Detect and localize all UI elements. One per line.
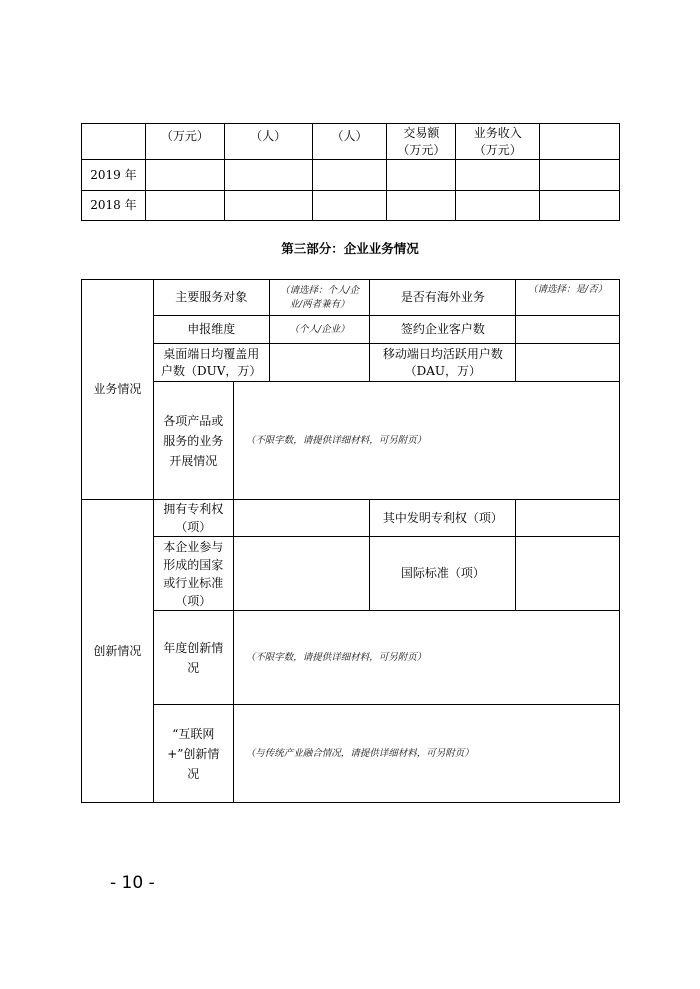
input-cell[interactable] — [387, 160, 456, 191]
input-cell[interactable] — [456, 160, 540, 191]
row-label: 2018 年 — [82, 191, 146, 221]
business-info-table — [81, 279, 620, 803]
products-field[interactable] — [233, 382, 619, 500]
products-text: 各项产品或服务的业务开展情况 — [163, 413, 224, 468]
input-cell[interactable] — [540, 160, 620, 191]
enterprise-clients-field[interactable] — [516, 316, 620, 344]
header-cell — [312, 124, 387, 160]
header-cell — [387, 124, 456, 160]
service-target-label: 主要服务对象 — [153, 280, 269, 316]
input-cell[interactable] — [312, 160, 387, 191]
standards-label — [153, 537, 233, 611]
header-text: 交易额 （万元） — [397, 125, 446, 157]
internet-plus-hint: （与传统产业融合情况，请提供详细材料，可另附页） — [245, 747, 474, 759]
input-cell[interactable] — [145, 191, 224, 221]
products-hint: （不限字数，请提供详细材料，可另附页） — [245, 434, 427, 446]
products-label — [153, 382, 233, 500]
service-target-field[interactable] — [269, 280, 370, 316]
table-row — [82, 191, 620, 221]
overseas-label: 是否有海外业务 — [370, 280, 516, 316]
input-cell[interactable] — [224, 191, 312, 221]
overseas-hint: （请选择：是/否） — [528, 284, 608, 295]
invention-patents-label: 其中发明专利权（项） — [370, 500, 516, 537]
header-text: （人） — [331, 129, 368, 143]
patents-field[interactable] — [233, 500, 370, 537]
intl-standards-label: 国际标准（项） — [370, 537, 516, 611]
input-cell[interactable] — [224, 160, 312, 191]
input-cell[interactable] — [145, 160, 224, 191]
standards-text: 本企业参与形成的国家或行业标准（项） — [163, 539, 224, 608]
mobile-dau-label — [370, 344, 516, 382]
header-text: 业务收入 （万元） — [473, 125, 522, 157]
header-cell — [456, 124, 540, 160]
table-header-row — [82, 124, 620, 160]
mobile-dau-field[interactable] — [516, 344, 620, 382]
desktop-duv-field[interactable] — [269, 344, 370, 382]
patents-text: 拥有专利权（项） — [163, 502, 224, 534]
innovation-section-label: 创新情况 — [82, 500, 154, 803]
table-row — [82, 160, 620, 191]
annual-innovation-text: 年度创新情况 — [163, 640, 224, 675]
desktop-duv-label — [153, 344, 269, 382]
annual-innovation-field[interactable] — [233, 611, 619, 705]
internet-plus-label — [153, 705, 233, 803]
mobile-dau-text: 移动端日均活跃用户数（DAU，万） — [382, 346, 503, 378]
header-text: （万元） — [160, 129, 209, 143]
annual-data-table — [81, 123, 620, 221]
invention-patents-field[interactable] — [516, 500, 620, 537]
service-target-hint: （请选择：个人/企业/两者兼有） — [279, 284, 360, 310]
dimension-label: 申报维度 — [153, 316, 269, 344]
standards-field[interactable] — [233, 537, 370, 611]
input-cell[interactable] — [540, 191, 620, 221]
header-cell — [145, 124, 224, 160]
input-cell[interactable] — [456, 191, 540, 221]
header-cell — [82, 124, 146, 160]
header-cell — [224, 124, 312, 160]
input-cell[interactable] — [312, 191, 387, 221]
annual-innovation-hint: （不限字数，请提供详细材料，可另附页） — [245, 651, 427, 663]
patents-label — [153, 500, 233, 537]
annual-innovation-label — [153, 611, 233, 705]
header-text: （人） — [250, 129, 287, 143]
intl-standards-field[interactable] — [516, 537, 620, 611]
overseas-field[interactable] — [516, 280, 620, 316]
section-title: 第三部分：企业业务情况 — [281, 241, 419, 256]
dimension-hint: （个人/企业） — [289, 323, 350, 335]
business-section-label: 业务情况 — [82, 280, 154, 500]
header-cell — [540, 124, 620, 160]
input-cell[interactable] — [387, 191, 456, 221]
dimension-field[interactable] — [269, 316, 370, 344]
row-label: 2019 年 — [82, 160, 146, 191]
desktop-duv-text: 桌面端日均覆盖用户数（DUV，万） — [161, 346, 262, 378]
internet-plus-text: “互联网+”创新情况 — [167, 726, 220, 781]
internet-plus-field[interactable] — [233, 705, 619, 803]
enterprise-clients-label: 签约企业客户数 — [370, 316, 516, 344]
page-number: - 10 - — [110, 873, 155, 893]
